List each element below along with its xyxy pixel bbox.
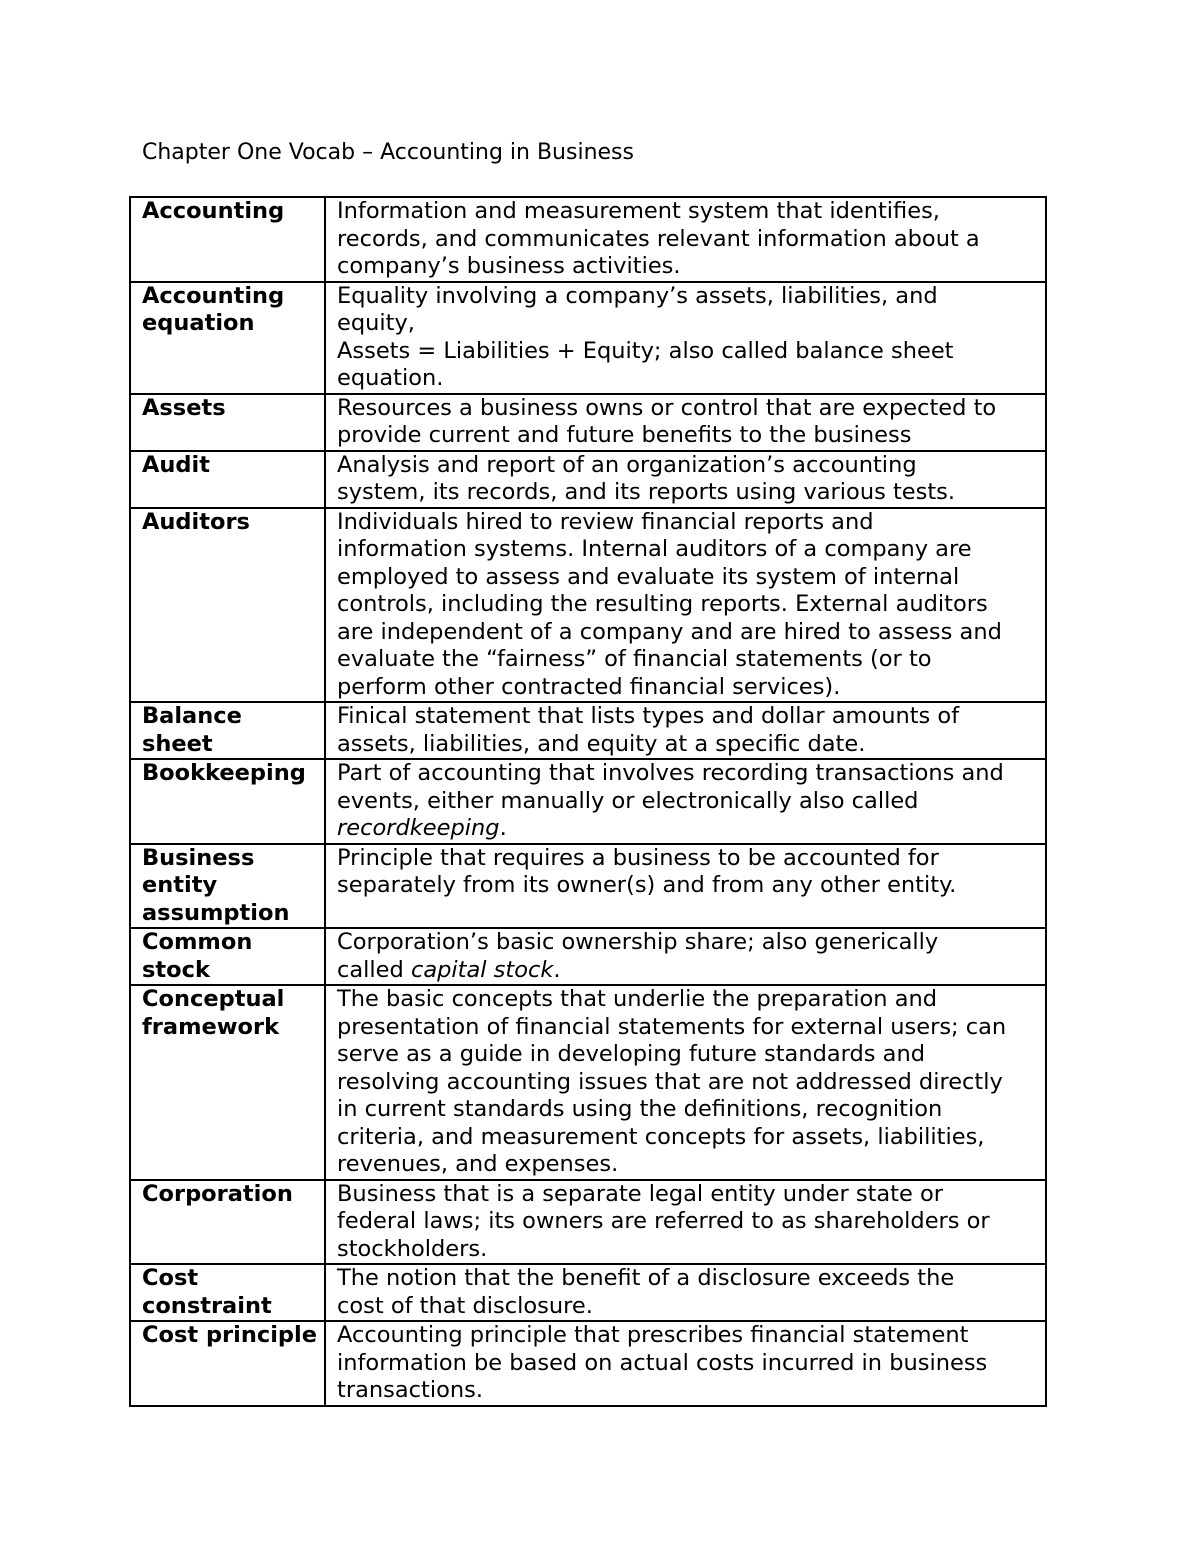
definition-line: criteria, and measurement concepts for assets, liabilities,	[337, 1123, 985, 1150]
table-row	[130, 508, 1046, 703]
definition-line: evaluate the “fairness” of financial statements (or to	[337, 646, 932, 672]
definition-line: employed to assess and evaluate its system of internal	[337, 563, 960, 590]
term-cell	[130, 844, 325, 929]
definition-line: Individuals hired to review financial reports and	[337, 508, 874, 535]
page-title: Chapter One Vocab – Accounting in Business	[142, 140, 634, 165]
term: Cost principle	[142, 1322, 318, 1348]
definition-line	[337, 957, 1039, 985]
term: Assets	[142, 394, 226, 421]
italic-term: recordkeeping	[337, 815, 500, 841]
punctuation: .	[553, 956, 561, 983]
term-cell	[130, 1180, 325, 1265]
definition-line: company’s business activities.	[337, 253, 681, 279]
definition-cell	[325, 1321, 1046, 1406]
term-cell	[130, 1264, 325, 1321]
definition-line: stockholders.	[337, 1235, 488, 1262]
definition-line: system, its records, and its reports using various tests.	[337, 479, 956, 505]
table-row	[130, 702, 1046, 759]
term-cell	[130, 394, 325, 451]
definition-line	[337, 815, 1039, 843]
definition-cell	[325, 759, 1046, 844]
term: Common stock	[142, 929, 253, 983]
term-cell	[130, 282, 325, 394]
definition-line: Resources a business owns or control that are expected to	[337, 394, 997, 421]
table-row	[130, 928, 1046, 985]
table-row	[130, 394, 1046, 451]
definition-line: equation.	[337, 365, 444, 391]
definition-line: assets, liabilities, and equity at a specific date.	[337, 730, 866, 757]
definition-cell	[325, 1264, 1046, 1321]
term: Corporation	[142, 1180, 293, 1207]
definition-line: perform other contracted financial services).	[337, 673, 841, 700]
table-row	[130, 844, 1046, 929]
term: Bookkeeping	[142, 760, 306, 786]
term: Business entity assumption	[142, 844, 290, 926]
definition-line: information be based on actual costs incurred in business	[337, 1349, 988, 1376]
definition-line: Information and measurement system that identifies,	[337, 198, 940, 224]
definition-line: are independent of a company and are hired to assess and	[337, 618, 1002, 645]
definition-cell	[325, 702, 1046, 759]
table-row	[130, 985, 1046, 1180]
definition-line: events, either manually or electronically also called	[337, 787, 919, 814]
definition-line: serve as a guide in developing future standards and	[337, 1041, 926, 1067]
term: Auditors	[142, 508, 250, 535]
text-prefix: called	[337, 956, 411, 983]
definition-line: Analysis and report of an organization’s accounting	[337, 451, 917, 478]
definition-cell	[325, 928, 1046, 985]
italic-term: capital stock	[410, 956, 554, 983]
definition-line: information systems. Internal auditors of a company are	[337, 536, 972, 562]
definition-line: federal laws; its owners are referred to as shareholders or	[337, 1208, 990, 1234]
term-cell	[130, 1321, 325, 1406]
term: Accounting	[142, 198, 285, 224]
definition-line: controls, including the resulting reports. External auditors	[337, 591, 988, 617]
table-row	[130, 759, 1046, 844]
definition-line: revenues, and expenses.	[337, 1151, 619, 1177]
term: Conceptual framework	[142, 986, 285, 1040]
definition-line: The basic concepts that underlie the preparation and	[337, 986, 938, 1012]
definition-line: Corporation’s basic ownership share; also generically	[337, 929, 939, 955]
definition-cell	[325, 451, 1046, 508]
definition-line: The notion that the benefit of a disclosure exceeds the	[337, 1265, 955, 1291]
definition-line: provide current and future benefits to the business	[337, 422, 912, 448]
definition-line: presentation of financial statements for external users; can	[337, 1013, 1007, 1040]
table-row	[130, 1321, 1046, 1406]
definition-line: transactions.	[337, 1377, 483, 1403]
term-cell	[130, 928, 325, 985]
definition-line: Accounting principle that prescribes financial statement	[337, 1322, 969, 1348]
table-row	[130, 1264, 1046, 1321]
term: Accounting equation	[142, 282, 285, 336]
definition-line: Equality involving a company’s assets, liabilities, and	[337, 282, 938, 309]
term-cell	[130, 759, 325, 844]
definition-cell	[325, 985, 1046, 1180]
term: Balance sheet	[142, 703, 242, 757]
definition-line: Principle that requires a business to be accounted for	[337, 844, 939, 871]
definition-cell	[325, 282, 1046, 394]
term-cell	[130, 197, 325, 282]
definition-line: Business that is a separate legal entity under state or	[337, 1180, 944, 1207]
definition-cell	[325, 394, 1046, 451]
definition-line: Part of accounting that involves recording transactions and	[337, 760, 1004, 786]
term-cell	[130, 508, 325, 703]
definition-line: in current standards using the definitions, recognition	[337, 1096, 943, 1122]
term-cell	[130, 451, 325, 508]
punctuation: .	[499, 815, 507, 841]
table-row	[130, 1180, 1046, 1265]
definition-line: separately from its owner(s) and from any other entity.	[337, 872, 957, 898]
definition-line: records, and communicates relevant information about a	[337, 225, 980, 252]
definition-cell	[325, 508, 1046, 703]
table-row	[130, 451, 1046, 508]
vocab-table	[129, 196, 1047, 1407]
definition-cell	[325, 844, 1046, 929]
definition-cell	[325, 197, 1046, 282]
table-row	[130, 282, 1046, 394]
term-cell	[130, 702, 325, 759]
definition-line: Finical statement that lists types and dollar amounts of	[337, 703, 960, 729]
definition-line: Assets = Liabilities + Equity; also called balance sheet	[337, 337, 954, 364]
definition-line: cost of that disclosure.	[337, 1292, 593, 1319]
table-row	[130, 197, 1046, 282]
definition-line: resolving accounting issues that are not addressed directly	[337, 1068, 1003, 1095]
definition-cell	[325, 1180, 1046, 1265]
term: Cost constraint	[142, 1265, 272, 1319]
definition-line: equity,	[337, 310, 415, 336]
term-cell	[130, 985, 325, 1180]
term: Audit	[142, 451, 211, 478]
